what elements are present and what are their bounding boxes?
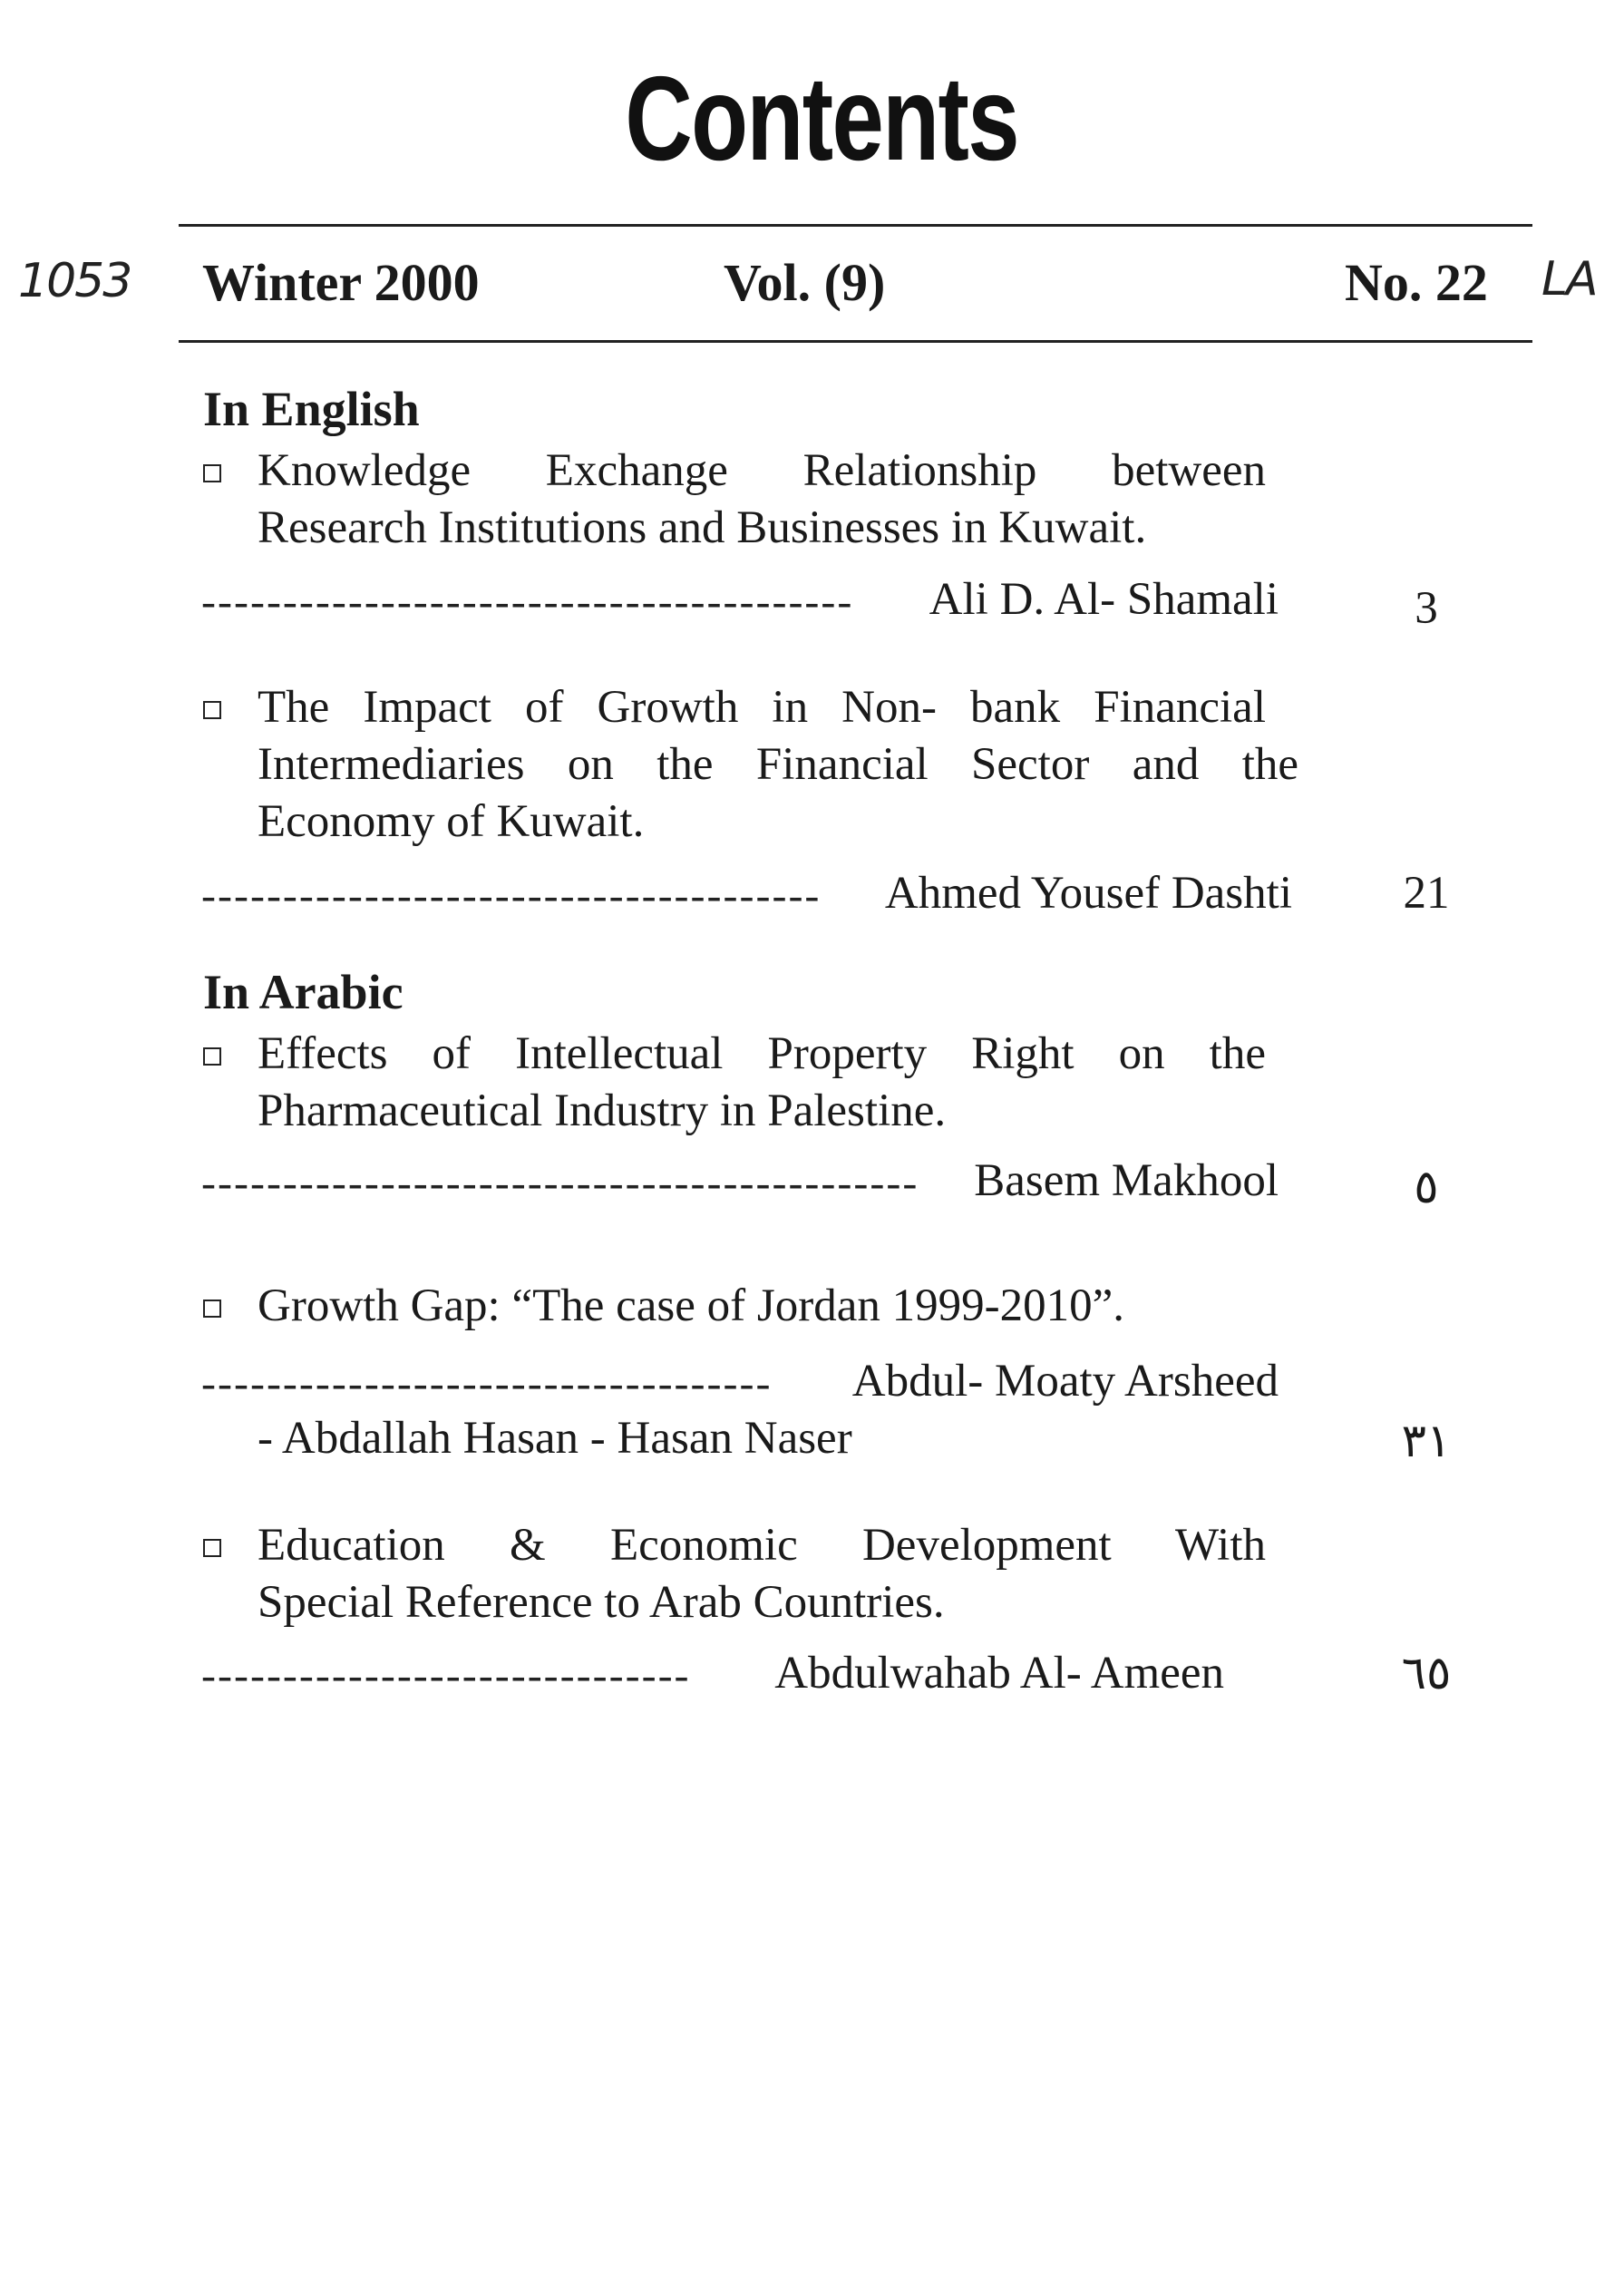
leader-dashes: ------------------------------: [201, 1651, 691, 1699]
issue-number: No. 22: [1345, 253, 1488, 312]
top-rule: [179, 224, 1532, 227]
leader-dashes: --------------------------------------: [201, 871, 822, 920]
article-title-line: Growth Gap: “The case of Jordan 1999-2010”.: [258, 1280, 1124, 1331]
article-page-number: ٣١: [1401, 1416, 1452, 1467]
leader-dashes: ----------------------------------------: [201, 578, 854, 626]
article-author: Basem Makhool: [974, 1155, 1279, 1206]
article-author: Abdulwahab Al- Ameen: [774, 1648, 1224, 1699]
leader-dashes: --------------------------------------------: [201, 1159, 919, 1207]
article-title-line: Special Reference to Arab Countries.: [258, 1577, 945, 1628]
handwritten-mark: LA: [1541, 252, 1597, 307]
article-title-line: Pharmaceutical Industry in Palestine.: [258, 1085, 947, 1136]
handwritten-number: 1053: [18, 254, 131, 308]
article-coauthors: - Abdallah Hasan - Hasan Naser: [258, 1413, 852, 1464]
section-heading-arabic: In Arabic: [203, 965, 404, 1019]
article-title-line: Knowledge Exchange Relationship between: [258, 445, 1266, 496]
checkbox-bullet-icon: [203, 1539, 221, 1557]
article-author: Abdul- Moaty Arsheed: [851, 1356, 1279, 1407]
header-bottom-rule: [179, 340, 1532, 343]
checkbox-bullet-icon: [203, 701, 221, 719]
article-page-number: ٥: [1414, 1163, 1439, 1213]
article-author: Ali D. Al- Shamali: [929, 574, 1279, 625]
issue-season: Winter 2000: [202, 253, 480, 312]
article-author: Ahmed Yousef Dashti: [884, 868, 1292, 919]
issue-volume: Vol. (9): [724, 253, 886, 312]
article-title-line: The Impact of Growth in Non- bank Financial: [258, 682, 1266, 733]
article-title-line: Research Institutions and Businesses in Kuwait.: [258, 502, 1147, 553]
article-title-line: Education & Economic Development With: [258, 1520, 1266, 1571]
section-heading-english: In English: [203, 382, 420, 436]
page-title: Contents: [625, 52, 1018, 185]
checkbox-bullet-icon: [203, 1300, 221, 1318]
article-title-line: Economy of Kuwait.: [258, 796, 645, 847]
leader-dashes: -----------------------------------: [201, 1359, 773, 1407]
article-title-line: Intermediaries on the Financial Sector and the: [258, 739, 1298, 790]
article-title-line: Effects of Intellectual Property Right on the: [258, 1028, 1266, 1079]
article-page-number: ٦٥: [1401, 1649, 1452, 1699]
article-page-number: 21: [1403, 868, 1450, 919]
checkbox-bullet-icon: [203, 1047, 221, 1066]
article-page-number: 3: [1415, 583, 1438, 634]
checkbox-bullet-icon: [203, 464, 221, 482]
